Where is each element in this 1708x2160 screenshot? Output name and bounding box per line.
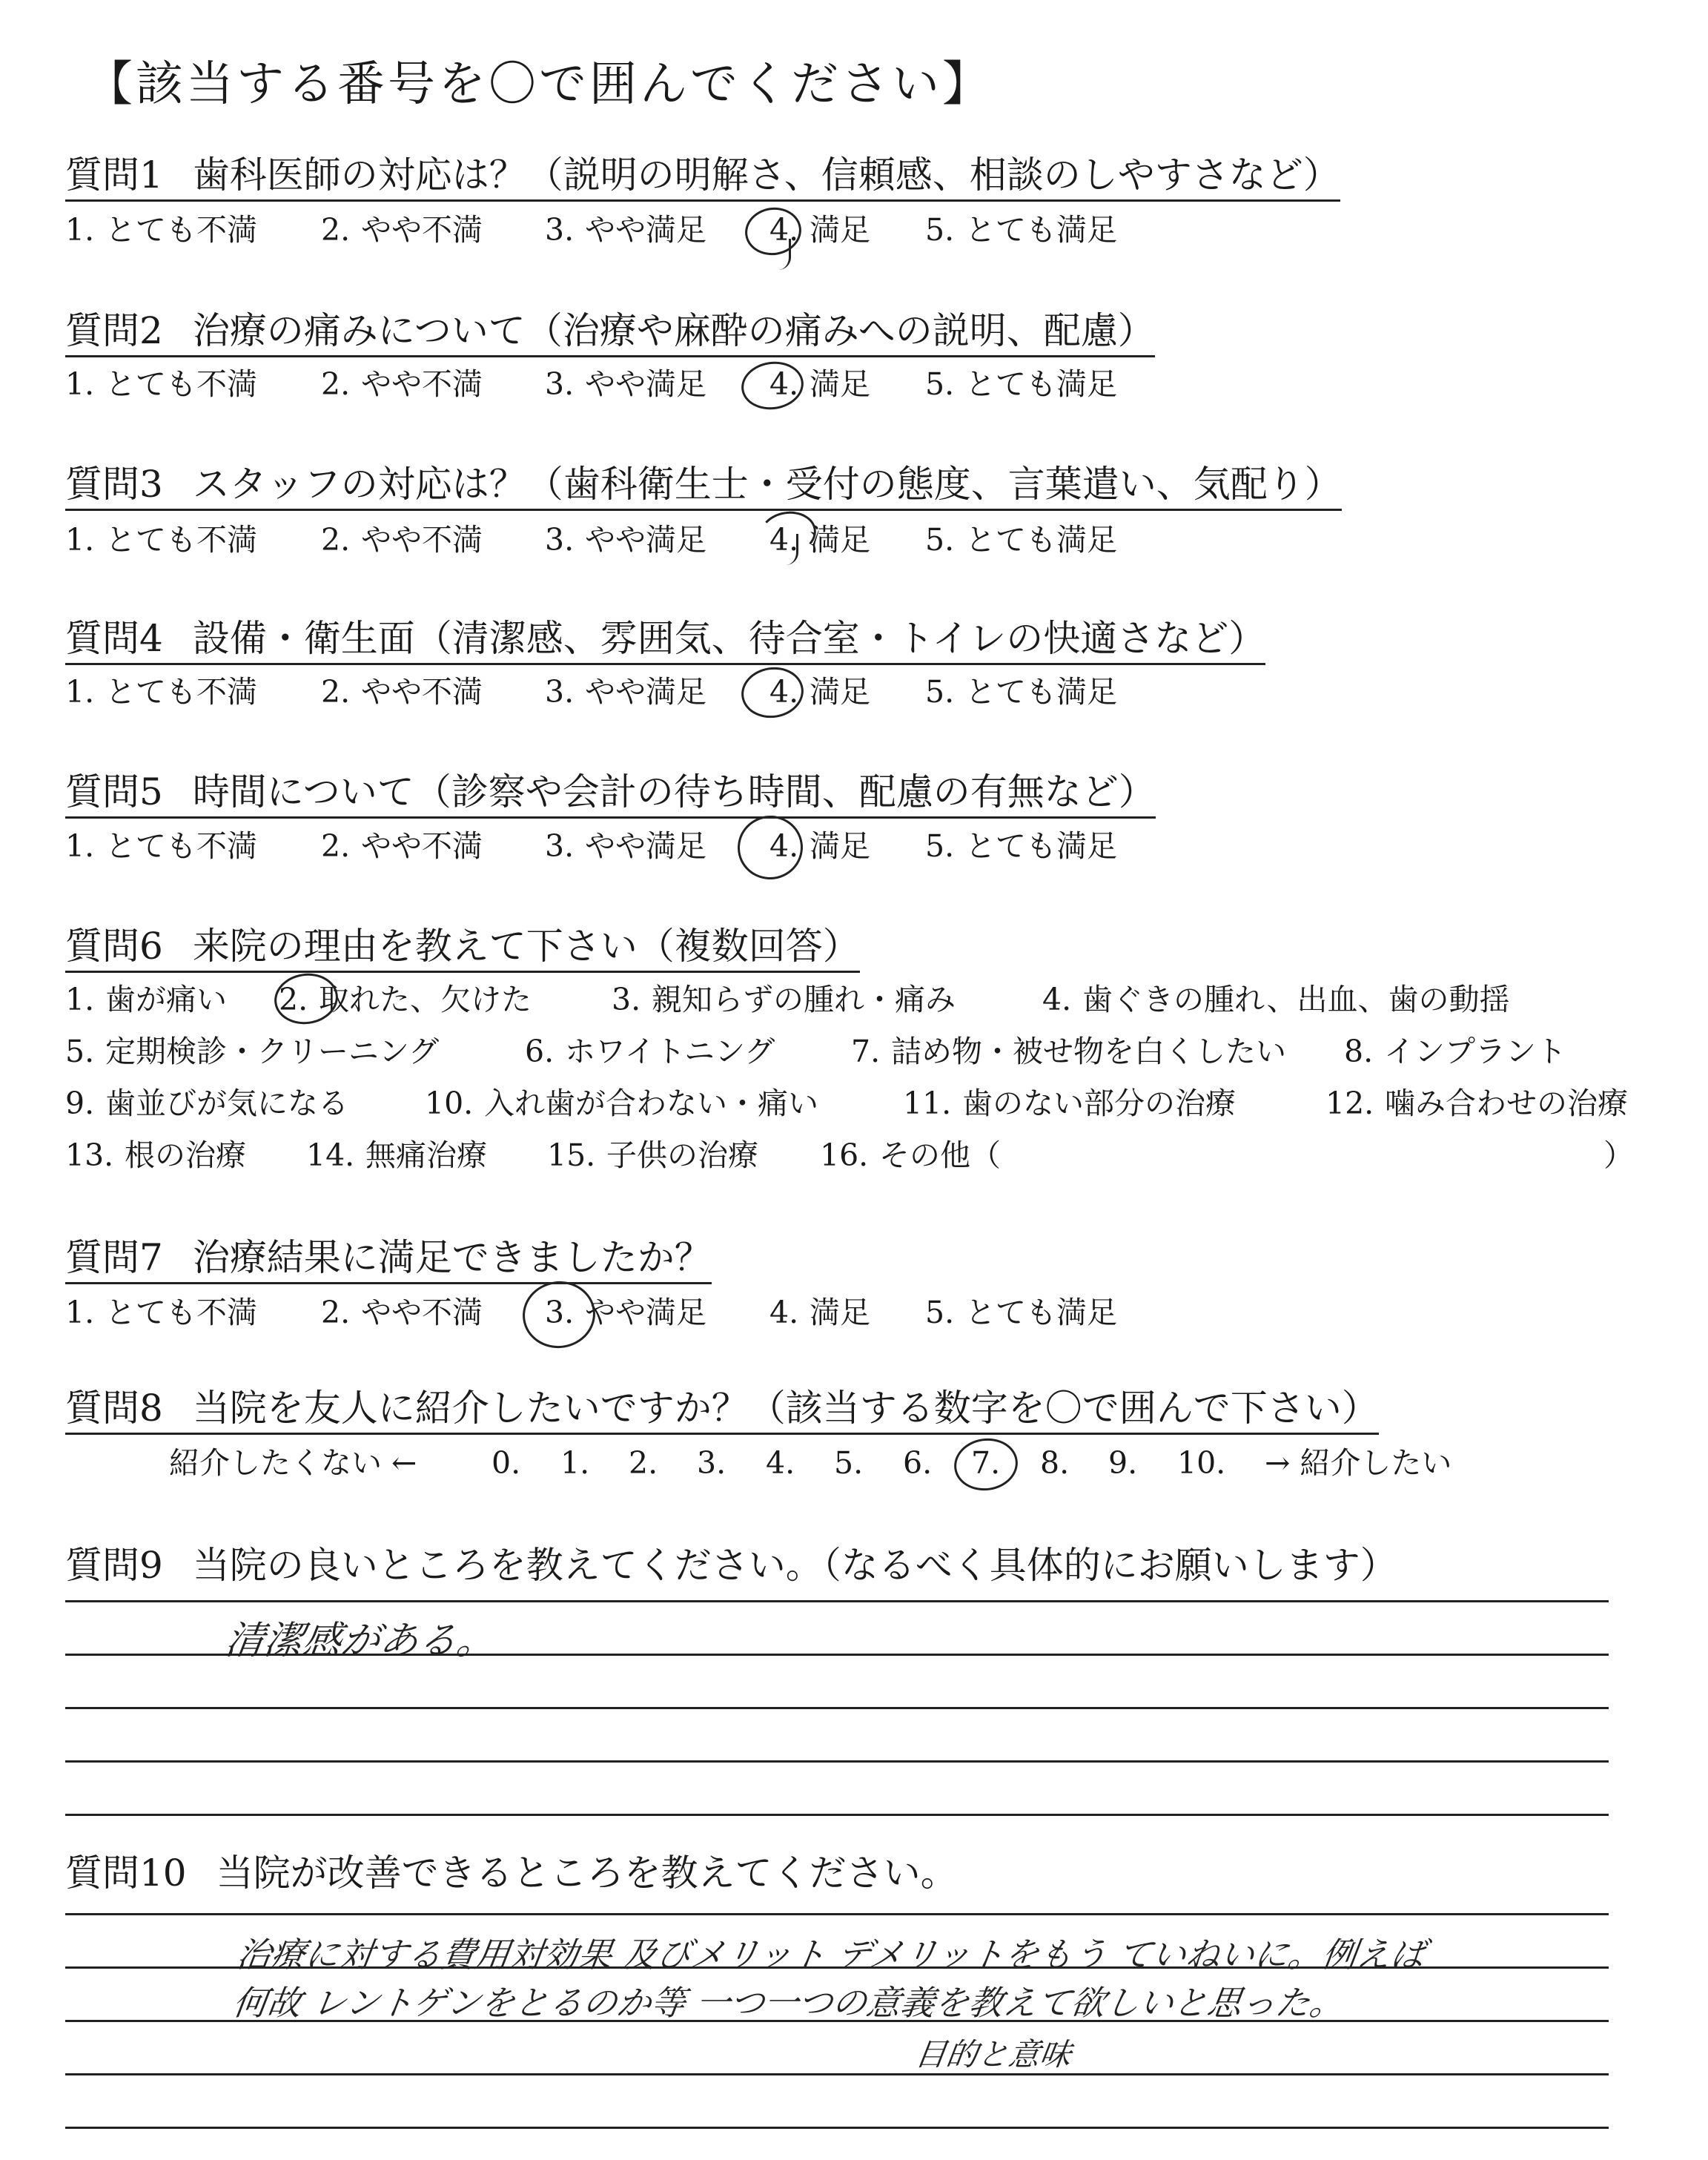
question-9-text: 当院の良いところを教えてください。（なるべく具体的にお願いします） (192, 1544, 1397, 1587)
reason-15[interactable]: 15. 子供の治療 (547, 1137, 758, 1173)
scale-3[interactable]: 3. (697, 1445, 726, 1481)
question-8-heading (65, 1385, 1379, 1435)
option-1[interactable]: 1. とても不満 (65, 522, 257, 558)
question-1-label: 質問1 (65, 153, 163, 196)
option-5[interactable]: 5. とても満足 (925, 366, 1117, 402)
question-9-label: 質問9 (65, 1544, 163, 1587)
option-1[interactable]: 1. とても不満 (65, 828, 257, 864)
reasons-row-1 (65, 979, 1681, 1020)
answer-line (65, 1707, 1609, 1709)
reason-8[interactable]: 8. インプラント (1344, 1034, 1566, 1069)
option-4[interactable]: 4. 満足 (769, 366, 870, 402)
reason-12[interactable]: 12. 噛み合わせの治療 (1325, 1086, 1628, 1121)
option-1[interactable]: 1. とても不満 (65, 212, 257, 248)
question-5-label: 質問5 (65, 770, 163, 813)
option-1[interactable]: 1. とても不満 (65, 674, 257, 710)
question-10-text: 当院が改善できるところを教えてください。 (216, 1852, 958, 1895)
question-7-heading (65, 1235, 712, 1284)
question-1-text: 歯科医師の対応は？（説明の明解さ、信頼感、相談のしやすさなど） (192, 153, 1340, 196)
reason-5[interactable]: 5. 定期検診・クリーニング (65, 1034, 440, 1069)
reason-6[interactable]: 6. ホワイトニング (525, 1034, 775, 1069)
scale-4[interactable]: 4. (766, 1445, 795, 1481)
form-title: 【該当する番号を〇で囲んでください】 (85, 57, 993, 112)
reason-3[interactable]: 3. 親知らずの腫れ・痛み (612, 982, 956, 1017)
question-7-text: 治療結果に満足できましたか？ (192, 1236, 712, 1279)
scale-left-label: 紹介したくない ← (169, 1445, 417, 1481)
reasons-row-4 (65, 1135, 1681, 1176)
option-3[interactable]: 3. やや満足 (545, 366, 706, 402)
scale-6[interactable]: 6. (903, 1445, 933, 1481)
scale-1[interactable]: 1. (560, 1445, 590, 1481)
handwritten-answer-q10-line2: 何故 レントゲンをとるのか等 一つ一つの意義を教えて欲しいと思った。 (230, 1983, 1347, 2023)
handwritten-answer-q10-line1: 治療に対する費用対効果 及びメリット デメリットをもう ていねいに。例えば (234, 1935, 1428, 1975)
question-4-text: 設備・衛生面（清潔感、雰囲気、待合室・トイレの快適さなど） (192, 617, 1266, 660)
option-1[interactable]: 1. とても不満 (65, 366, 257, 402)
question-3-label: 質問3 (65, 463, 163, 506)
question-4-label: 質問4 (65, 617, 163, 660)
answer-line (65, 1600, 1609, 1602)
option-4[interactable]: 4. 満足 (769, 674, 870, 710)
answer-line (65, 1913, 1609, 1915)
option-3[interactable]: 3. やや満足 (545, 1295, 706, 1330)
handwritten-answer-q9: 清潔感がある。 (222, 1619, 499, 1663)
reason-14[interactable]: 14. 無痛治療 (306, 1137, 487, 1173)
scale-right-label: → 紹介したい (1265, 1445, 1452, 1481)
reason-13[interactable]: 13. 根の治療 (65, 1137, 246, 1173)
option-1[interactable]: 1. とても不満 (65, 1295, 257, 1330)
question-7-options (65, 1292, 1681, 1333)
question-3-heading (65, 461, 1342, 511)
scale-5[interactable]: 5. (834, 1445, 864, 1481)
option-2[interactable]: 2. やや不満 (321, 674, 483, 710)
option-4[interactable]: 4. 満足 (769, 212, 870, 248)
option-5[interactable]: 5. とても満足 (925, 828, 1117, 864)
reason-4[interactable]: 4. 歯ぐきの腫れ、出血、歯の動揺 (1042, 982, 1510, 1017)
question-3-text: スタッフの対応は？（歯科衛生士・受付の態度、言葉遣い、気配り） (192, 463, 1342, 506)
question-4-options (65, 671, 1681, 713)
question-1-heading (65, 152, 1340, 202)
reason-10[interactable]: 10. 入れ歯が合わない・痛い (425, 1086, 818, 1121)
question-7-label: 質問7 (65, 1236, 163, 1279)
recommend-scale (65, 1442, 1681, 1484)
question-4-heading (65, 615, 1265, 665)
scale-7[interactable]: 7. (971, 1445, 1001, 1481)
question-8-text: 当院を友人に紹介したいですか？（該当する数字を〇で囲んで下さい） (192, 1387, 1379, 1430)
reasons-row-2 (65, 1031, 1681, 1072)
option-2[interactable]: 2. やや不満 (321, 212, 483, 248)
option-4[interactable]: 4. 満足 (769, 522, 870, 558)
option-5[interactable]: 5. とても満足 (925, 1295, 1117, 1330)
other-close-paren: ） (1603, 1137, 1634, 1173)
reason-2[interactable]: 2. 取れた、欠けた (279, 982, 532, 1017)
question-9-heading (65, 1542, 1397, 1590)
option-2[interactable]: 2. やや不満 (321, 366, 483, 402)
scale-2[interactable]: 2. (629, 1445, 658, 1481)
scale-10[interactable]: 10. (1177, 1445, 1226, 1481)
question-1-options (65, 209, 1681, 251)
question-5-text: 時間について（診察や会計の待ち時間、配慮の有無など） (192, 770, 1156, 813)
question-2-text: 治療の痛みについて（治療や麻酔の痛みへの説明、配慮） (192, 309, 1155, 352)
option-3[interactable]: 3. やや満足 (545, 828, 706, 864)
handwritten-answer-q10-line3: 目的と意味 (913, 2036, 1074, 2073)
option-5[interactable]: 5. とても満足 (925, 212, 1117, 248)
option-3[interactable]: 3. やや満足 (545, 212, 706, 248)
scale-8[interactable]: 8. (1040, 1445, 1070, 1481)
option-2[interactable]: 2. やや不満 (321, 828, 483, 864)
question-2-options (65, 363, 1681, 405)
option-5[interactable]: 5. とても満足 (925, 674, 1117, 710)
option-2[interactable]: 2. やや不満 (321, 522, 483, 558)
answer-line (65, 2127, 1609, 2129)
question-5-options (65, 825, 1681, 867)
option-3[interactable]: 3. やや満足 (545, 674, 706, 710)
question-2-label: 質問2 (65, 309, 163, 352)
question-3-options (65, 519, 1681, 561)
reason-16[interactable]: 16. その他（ (820, 1137, 1001, 1173)
reason-9[interactable]: 9. 歯並びが気になる (65, 1086, 348, 1121)
question-5-heading (65, 769, 1156, 819)
reason-7[interactable]: 7. 詰め物・被せ物を白くしたい (851, 1034, 1286, 1069)
option-3[interactable]: 3. やや満足 (545, 522, 706, 558)
option-4[interactable]: 4. 満足 (769, 828, 870, 864)
question-6-label: 質問6 (65, 925, 163, 968)
question-10-heading (65, 1850, 958, 1898)
question-10-label: 質問10 (65, 1852, 187, 1895)
option-4[interactable]: 4. 満足 (769, 1295, 870, 1330)
question-6-text: 来院の理由を教えて下さい（複数回答） (192, 925, 860, 968)
question-2-heading (65, 308, 1155, 357)
answer-line (65, 1814, 1609, 1816)
answer-line (65, 1760, 1609, 1763)
reason-1[interactable]: 1. 歯が痛い (65, 982, 227, 1017)
option-2[interactable]: 2. やや不満 (321, 1295, 483, 1330)
answer-line (65, 2073, 1609, 2075)
reason-11[interactable]: 11. 歯のない部分の治療 (903, 1086, 1236, 1121)
option-5[interactable]: 5. とても満足 (925, 522, 1117, 558)
scale-9[interactable]: 9. (1108, 1445, 1138, 1481)
reasons-row-3 (65, 1083, 1681, 1124)
scale-0[interactable]: 0. (491, 1445, 521, 1481)
question-6-heading (65, 923, 860, 973)
question-8-label: 質問8 (65, 1387, 163, 1430)
